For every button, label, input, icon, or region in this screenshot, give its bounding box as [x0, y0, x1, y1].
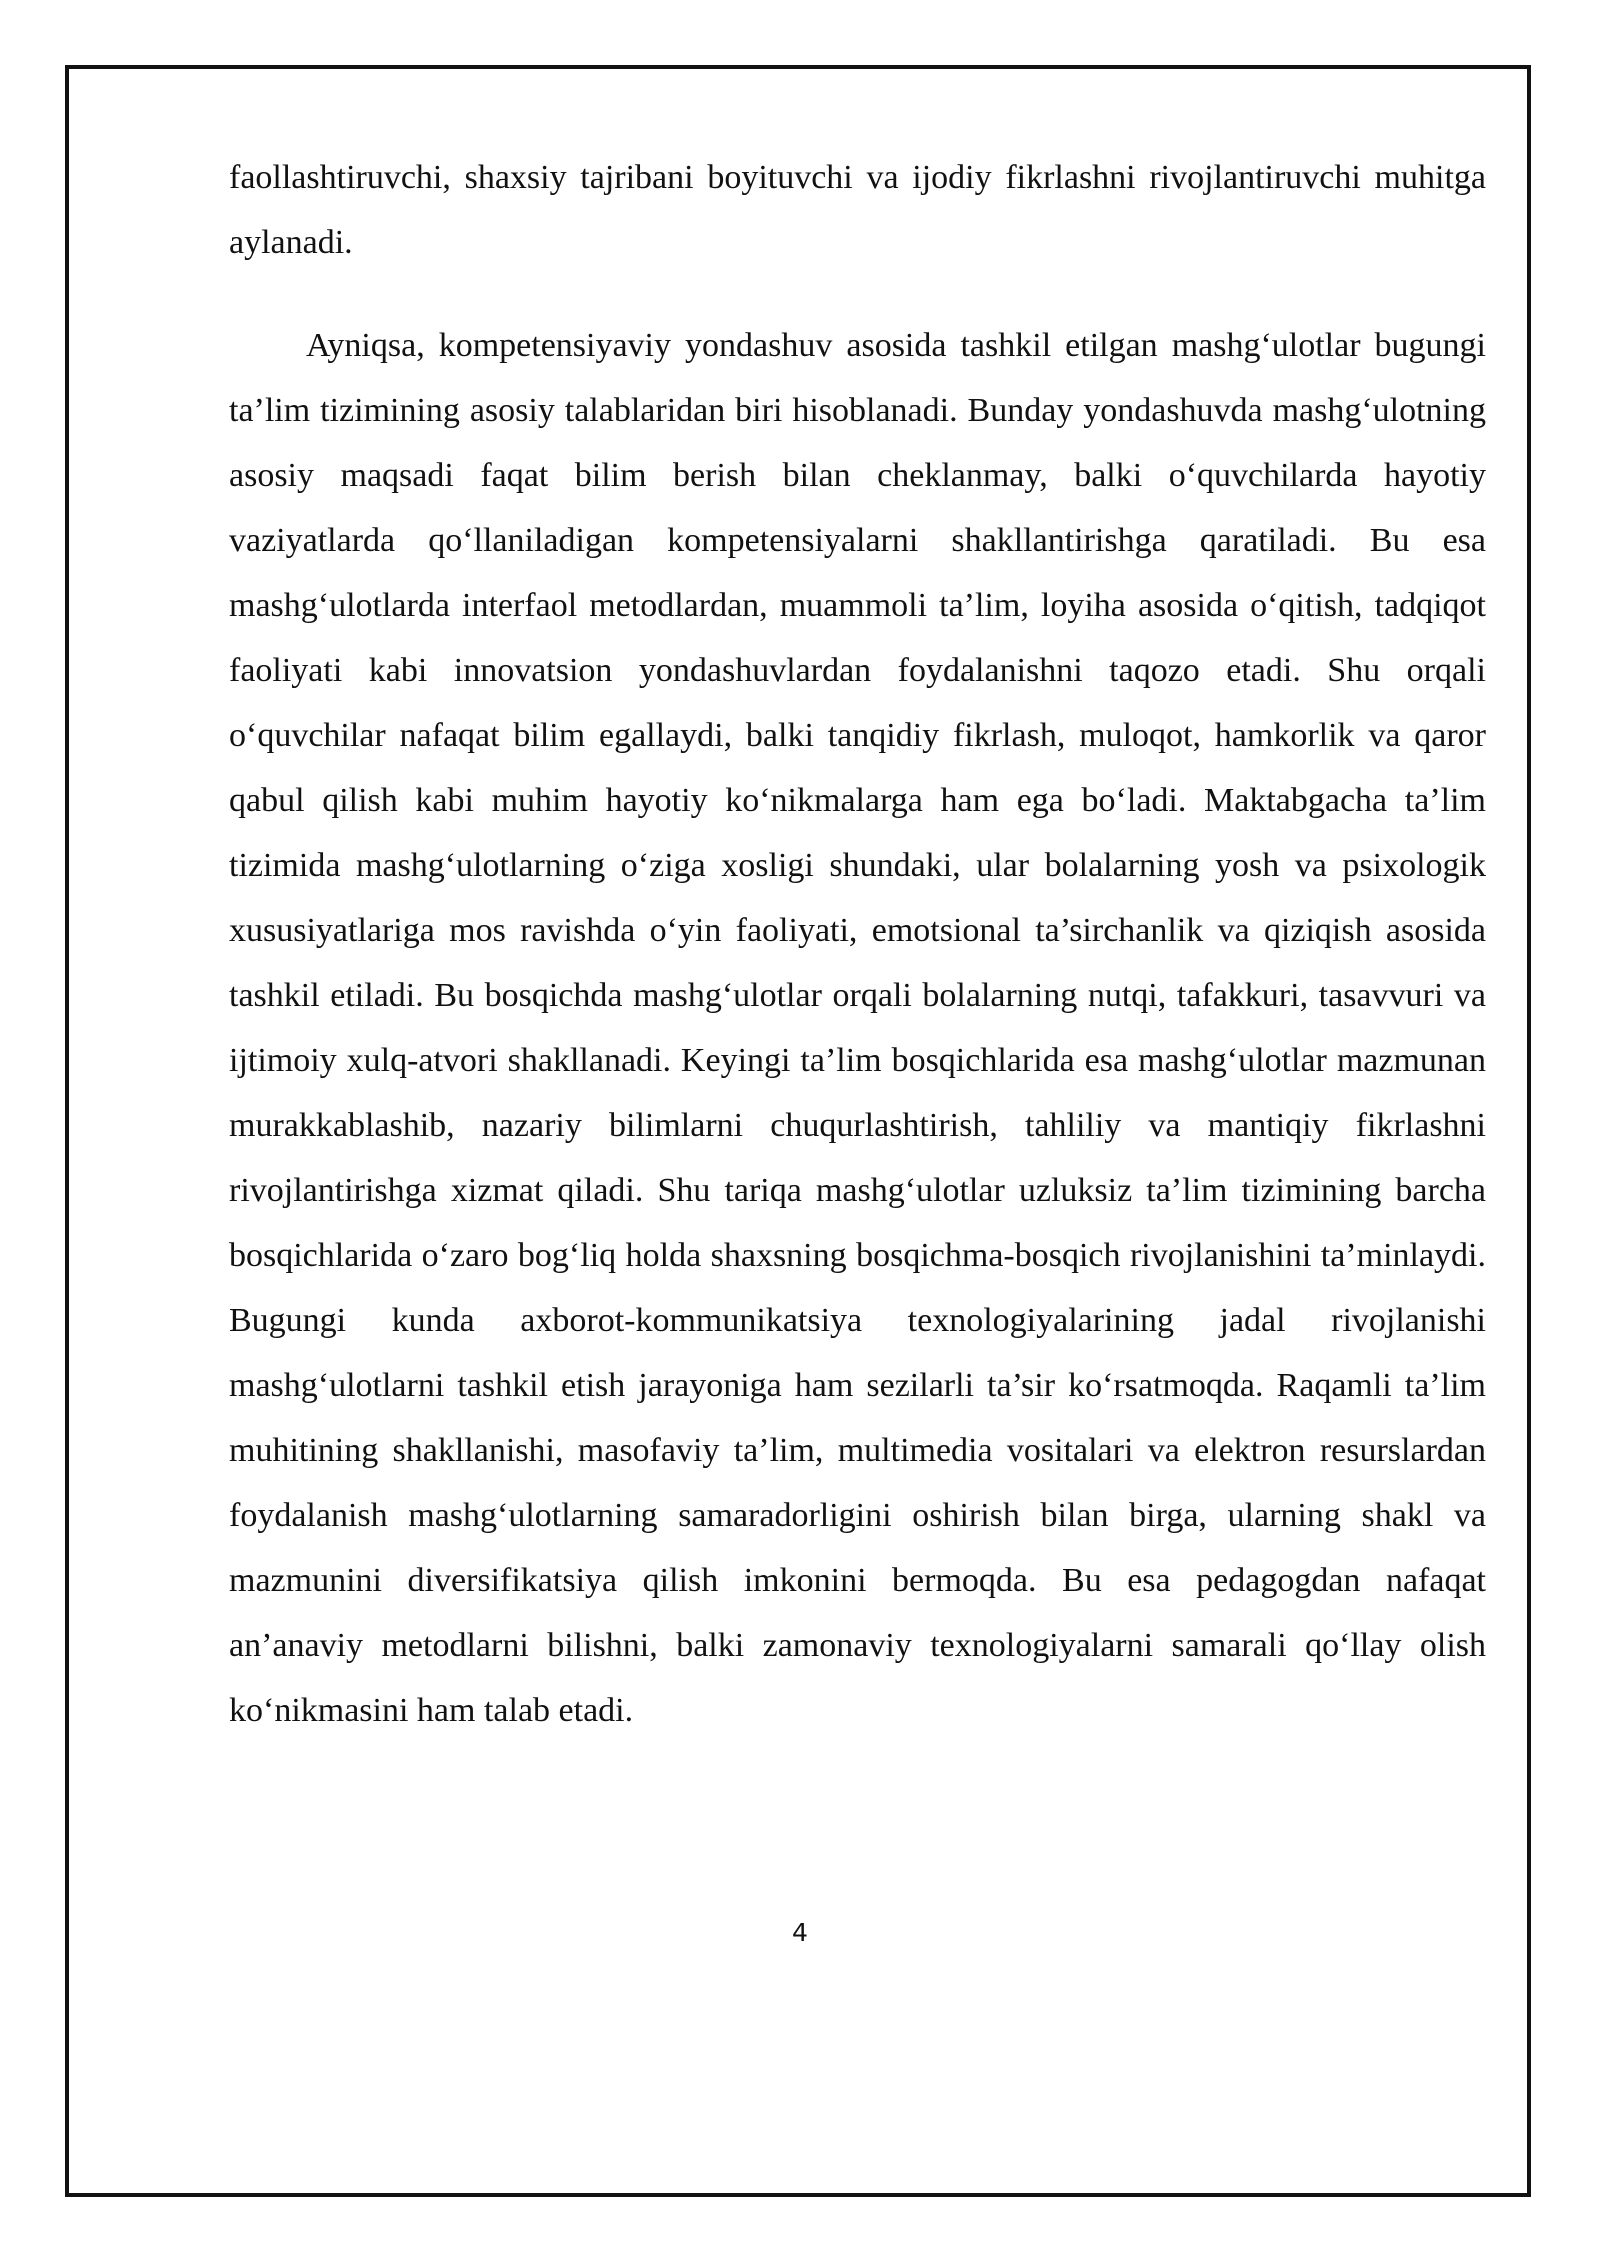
paragraph-continuation: faollashtiruvchi, shaxsiy tajribani boyituvchi va ijodiy fikrlashni rivojlantiruvchi muhitga aylanadi. [229, 159, 1486, 261]
page-number: 4 [792, 1918, 808, 1947]
document-body [229, 145, 1486, 1743]
paragraph-competency-approach: Ayniqsa, kompetensiyaviy yondashuv asosida tashkil etilgan mashg‘ulotlar bugungi ta’lim tizimining asosiy talablaridan biri hisoblanadi. Bunday yondashuvda mashg‘ulotning asosiy maqsadi faqat bilim berish bilan cheklanmay, balki o‘quvchilarda hayotiy vaziyatlarda qo‘llaniladigan kompetensiyalarni shakllantirishga qaratiladi. Bu esa mashg‘ulotlarda interfaol metodlardan, muammoli ta’lim, loyiha asosida o‘qitish, tadqiqot faoliyati kabi innovatsion yondashuvlardan foydalanishni taqozo etadi. Shu orqali o‘quvchilar nafaqat bilim egallaydi, balki tanqidiy fikrlash, muloqot, hamkorlik va qaror qabul qilish kabi muhim hayotiy ko‘nikmalarga ham ega bo‘ladi. Maktabgacha ta’lim tizimida mashg‘ulotlarning o‘ziga xosligi shundaki, ular bolalarning yosh va psixologik xususiyatlariga mos ravishda o‘yin faoliyati, emotsional ta’sirchanlik va qiziqish asosida tashkil etiladi. Bu bosqichda mashg‘ulotlar orqali bolalarning nutqi, tafakkuri, tasavvuri va ijtimoiy xulq-atvori shakllanadi. Keyingi ta’lim bosqichlarida esa mashg‘ulotlar mazmunan murakkablashib, nazariy bilimlarni chuqurlashtirish, tahliliy va mantiqiy fikrlashni rivojlantirishga xizmat qiladi. Shu tariqa mashg‘ulotlar uzluksiz ta’lim tizimining barcha bosqichlarida o‘zaro bog‘liq holda shaxsning bosqichma-bosqich rivojlanishini ta’minlaydi. Bugungi kunda axborot-kommunikatsiya texnologiyalarining jadal rivojlanishi mashg‘ulotlarni tashkil etish jarayoniga ham sezilarli ta’sir ko‘rsatmoqda. Raqamli ta’lim muhitining shakllanishi, masofaviy ta’lim, multimedia vositalari va elektron resurslardan foydalanish mashg‘ulotlarning samaradorligini oshirish bilan birga, ularning shakl va mazmunini diversifikatsiya qilish imkonini bermoqda. Bu esa pedagogdan nafaqat an’anaviy metodlarni bilishni, balki zamonaviy texnologiyalarni samarali qo‘llay olish ko‘nikmasini ham talab etadi. [229, 327, 1486, 1729]
